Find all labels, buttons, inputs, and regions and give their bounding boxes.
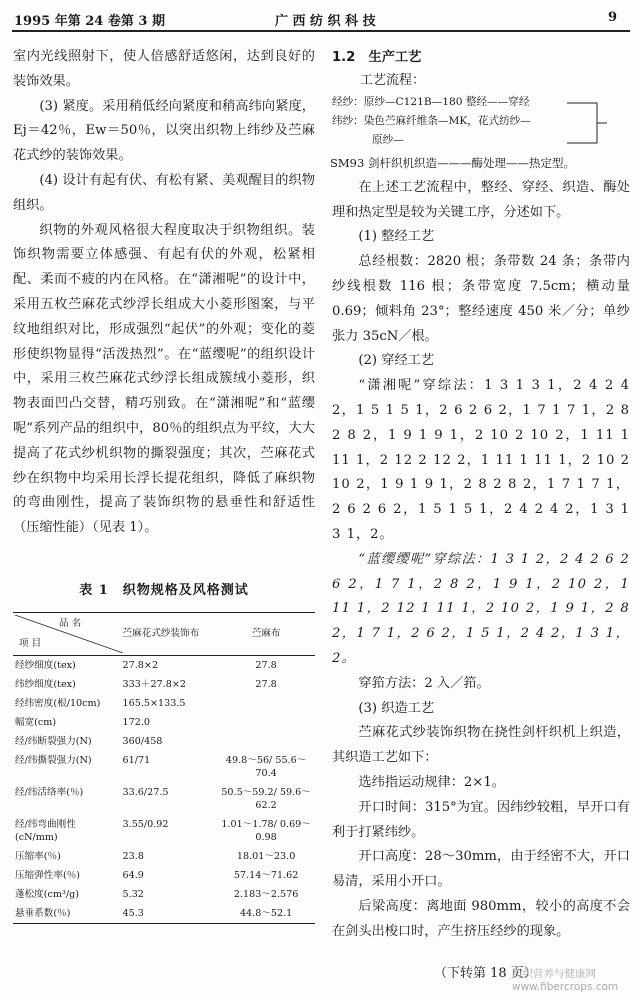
paragraph-tightness: (3) 紧度。采用稍低经向紧度和稍高纬向紧度，Ej＝42％，Ew＝50％，以突出织物上纬纱及苎麻花式纱的装饰效果。 <box>13 98 315 164</box>
table-cell-item: 经/纬弯曲刚性 (cN/mm) <box>15 818 76 843</box>
table-cell-fancy: 27.8×2 <box>122 659 159 671</box>
paragraph-weft-selection: 选纬指运动规律：2×1。 <box>358 774 505 790</box>
subheading-weaving: (3) 织造工艺 <box>358 700 435 716</box>
table-cell-fancy: 61/71 <box>122 754 151 766</box>
table-cell-ramie <box>217 732 315 751</box>
table-row <box>13 694 315 713</box>
table-cell-fancy: 360/458 <box>122 735 163 747</box>
table-row <box>13 847 315 866</box>
header-ramie-fabric: 苎麻布 <box>217 612 315 655</box>
table-cell-item: 纬纱细度(tex) <box>15 678 76 690</box>
table-cell-fancy: 172.0 <box>122 716 151 728</box>
table-cell-ramie: 57.14～71.62 <box>233 869 299 881</box>
continued-note: （下转第 18 页） <box>434 966 537 981</box>
table-cell-ramie: 44.8～52.1 <box>217 904 315 924</box>
table-cell-fancy: 45.3 <box>121 904 218 924</box>
table-cell-item: 悬垂系数(％) <box>13 904 121 924</box>
table-cell-ramie <box>217 713 315 732</box>
table-cell-fancy: 23.8 <box>122 850 144 862</box>
flow-title: 工艺流程： <box>360 73 426 88</box>
paragraph-weaving: 苎麻花式纱装饰织物在挠性剑杆织机上织造，其织造工艺如下： <box>332 725 630 766</box>
table-cell-item: 蓬松度(cm³/g) <box>15 888 79 900</box>
flow-raw-yarn: 原纱— <box>372 134 404 146</box>
table-cell-item: 经/纬撕裂强力(N) <box>15 754 92 766</box>
diagonal-header-cell <box>13 612 121 655</box>
paragraph-back-rest: 后梁高度：离地面 980mm，较小的高度不会在剑头出梭口时，产生挤压经纱的现象。 <box>332 898 630 939</box>
table-cell-ramie: 27.8 <box>255 678 277 690</box>
table-cell-ramie: 27.8 <box>255 659 277 671</box>
table-cell-fancy: 5.32 <box>122 888 144 900</box>
table-cell-fancy: 3.55/0.92 <box>122 818 169 830</box>
table-cell-ramie: 1.01～1.78/ 0.69～0.98 <box>221 818 311 843</box>
table-cell-fancy: 33.6/27.5 <box>122 786 169 798</box>
section-title: 1.2 生产工艺 <box>332 50 422 65</box>
table-cell-item: 压缩率(％) <box>15 850 61 862</box>
table-row <box>13 655 315 675</box>
paragraph-shed-height: 开口高度：28～30mm，由于经密不大，开口易清，采用小开口。 <box>332 849 630 890</box>
table-cell-fancy: 64.9 <box>122 869 144 881</box>
header-product-name: 品 名 <box>59 617 82 629</box>
flow-bracket <box>567 95 607 155</box>
header-fancy-yarn-fabric: 苎麻花式纱装饰布 <box>121 612 218 655</box>
paragraph-shed-timing: 开口时间：315°为宜。因纬纱较粗，早开口有利于打紧纬纱。 <box>332 799 630 840</box>
page-header <box>0 0 640 34</box>
paragraph-reeding: 穿筘方法：2 入／筘。 <box>358 675 490 691</box>
table-cell-item: 幅宽(cm) <box>15 716 57 728</box>
table-cell-fancy: 333＋27.8×2 <box>122 678 186 690</box>
table-row <box>13 751 315 783</box>
paragraph-warping: 总经根数：2820 根；条带数 24 条；条带内纱线根数 116 根；条带宽度 7.5cm；横动量 0.69；倾料角 23°；整经速度 450 米／分；单纱张力 35cN／根。 <box>332 254 630 344</box>
table-cell-ramie <box>217 694 315 713</box>
table-row <box>13 713 315 732</box>
left-column <box>13 45 315 924</box>
table-title: 表 1 织物规格及风格测试 <box>79 582 249 598</box>
table-row <box>13 866 315 885</box>
table-cell-item: 经/纬断裂强力(N) <box>15 735 92 747</box>
table-cell-item: 压缩弹性率(％) <box>15 869 81 881</box>
table-cell-ramie: 2.183～2.576 <box>233 888 299 900</box>
table-cell-ramie: 49.8～56/ 55.6～70.4 <box>225 754 307 779</box>
flow-final-step: SM93 剑杆织机织造———酶处理——热定型。 <box>330 156 575 170</box>
table-row <box>13 815 315 847</box>
table-cell-fancy: 165.5×133.5 <box>122 697 186 709</box>
paragraph-lanying-draft: “蓝缨缨呢”穿综法：1 3 1 2，2 4 2 6 2 6 2，1 7 1，2 8 2，1 9 1，2 10 2，1 11 1，2 12 1 11 1，2 10 2，1 9 1，2 8 2，1 7 1，2 6 2，1 5 1，2 4 2，1 3 1，2。 <box>332 551 630 666</box>
table-row <box>13 732 315 751</box>
table-cell-ramie: 50.5～59.2/ 59.6～62.2 <box>221 786 311 811</box>
flow-warp: 经纱：原纱—C121B—180 整经——穿经 <box>332 96 530 108</box>
table-row <box>13 783 315 815</box>
table-cell-item: 经纬密度(根/10cm) <box>15 697 101 709</box>
page-number: 9 <box>608 10 618 25</box>
table-header-row <box>13 612 315 655</box>
paragraph-key-processes: 在上述工艺流程中，整经、穿经、织造、酶处理和热定型是较为关键工序，分述如下。 <box>332 179 630 220</box>
table-row <box>13 675 315 694</box>
paragraph-appearance: 织物的外观风格很大程度取决于织物组织。装饰织物需要立体感强、有起有伏的外观，松紧相配、柔而不疲的内在风格。在“潇湘呢”的设计中，采用五枚苎麻花式纱浮长组成大小菱形图案，与平纹地组织对比，形成强烈“起伏”的外观；变化的菱形使织物显得“活泼热烈”。在“蓝缨呢”的组织设计中，采用三枚苎麻花式纱浮长组成簇绒小菱形，织物表面凹凸交替，精巧别致。在“潇湘呢”和“蓝缨呢”系列产品的组织中，80％的组织点为平纹，大大提高了花式纱机织物的撕裂强度；其次，苎麻花式纱在织物中均采用长浮长提花组织，降低了麻织物的弯曲刚性，提高了装饰织物的悬垂性和舒适性（压缩性能）（见表 1）。 <box>13 222 315 536</box>
header-item: 项 目 <box>19 637 42 649</box>
process-flow <box>332 71 630 151</box>
paragraph-xiaoxiang-draft: “潇湘呢”穿综法：1 3 1 3 1，2 4 2 4 2，1 5 1 5 1，2 6 2 6 2，1 7 1 7 1，2 8 2 8 2，1 9 1 9 1，2 10 2 10 2，1 11 1 11 1，2 12 2 12 2，1 11 1 11 1，2 10 2 10 2，1 9 1 9 1，2 8 2 8 2，1 7 1 7 1，2 6 2 6 2，1 5 1 5 1，2 4 2 4 2，1 3 1 3 1，2。 <box>332 378 630 542</box>
table-cell-item: 经/纬活络率(％) <box>15 786 84 798</box>
journal-title: 广 西 纺 织 科 技 <box>275 14 376 29</box>
table-row <box>13 885 315 904</box>
spec-table <box>13 612 315 924</box>
subheading-drawing-in: (2) 穿经工艺 <box>358 353 435 369</box>
table-cell-ramie: 18.01～23.0 <box>236 850 296 862</box>
paragraph-weave-design: (4) 设计有起有伏、有松有紧、美观醒目的织物组织。 <box>13 172 315 213</box>
journal-issue: 1995 年第 24 卷第 3 期 <box>14 14 165 29</box>
table-row <box>13 904 315 924</box>
paragraph-continued: 室内光线照射下，使人倍感舒适悠闲，达到良好的装饰效果。 <box>13 49 315 89</box>
header-rule <box>12 30 630 32</box>
table-cell-item: 经纱细度(tex) <box>15 659 76 671</box>
watermark: 纺织营养与健康网 www.fibercrops.com <box>512 968 619 993</box>
subheading-warping: (1) 整经工艺 <box>358 229 435 245</box>
flow-weft: 纬纱：染色苎麻纤维条—MK，花式纺纱— <box>332 115 531 127</box>
right-column <box>332 45 630 945</box>
